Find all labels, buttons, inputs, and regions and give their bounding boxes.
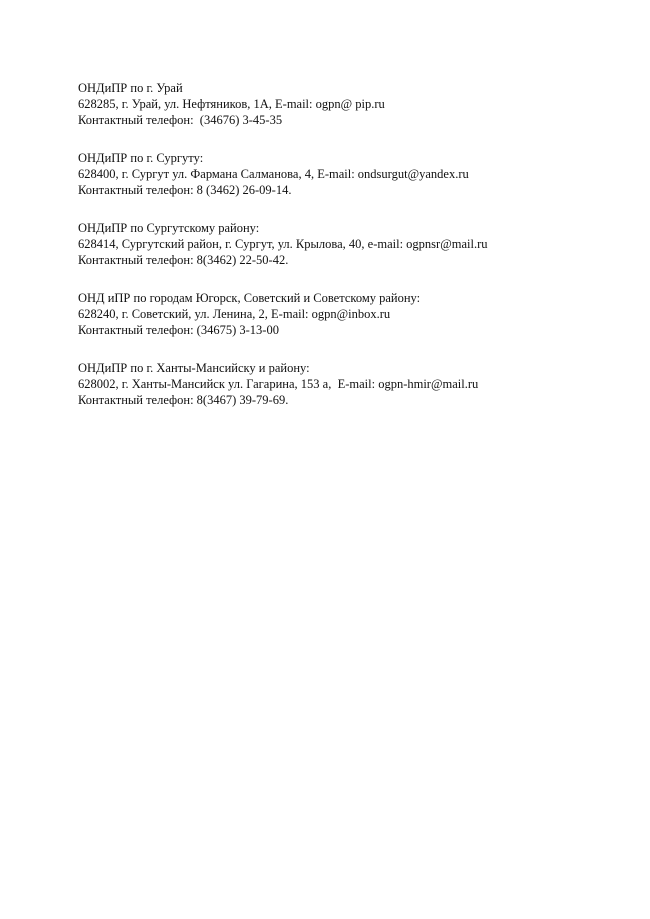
entry-title: ОНДиПР по г. Урай: [78, 81, 183, 95]
entry-title: ОНД иПР по городам Югорск, Советский и Советскому району:: [78, 291, 421, 305]
entry-phone: Контактный телефон: 8(3462) 22-50-42.: [78, 253, 289, 267]
document-content: [78, 80, 618, 430]
entry-phone: Контактный телефон: (34676) 3-45-35: [78, 113, 283, 127]
entry-address: 628240, г. Советский, ул. Ленина, 2, E-mail: ogpn@inbox.ru: [78, 307, 391, 321]
entry-address: 628002, г. Ханты-Мансийск ул. Гагарина, 153 а, E-mail: ogpn-hmir@mail.ru: [78, 377, 479, 391]
entry-address: 628285, г. Урай, ул. Нефтяников, 1А, E-mail: ogpn@ pip.ru: [78, 97, 385, 111]
entry-title: ОНДиПР по г. Сургуту:: [78, 151, 204, 165]
contact-entry-khanty-mansiysk: [78, 360, 618, 408]
contact-entry-surgut-district: [78, 220, 618, 268]
entry-address: 628400, г. Сургут ул. Фармана Салманова, 4, E-mail: ondsurgut@yandex.ru: [78, 167, 469, 181]
entry-phone: Контактный телефон: 8 (3462) 26-09-14.: [78, 183, 292, 197]
contact-entry-surgut: [78, 150, 618, 198]
entry-phone: Контактный телефон: (34675) 3-13-00: [78, 323, 279, 337]
entry-title: ОНДиПР по г. Ханты-Мансийску и району:: [78, 361, 310, 375]
entry-address: 628414, Сургутский район, г. Сургут, ул. Крылова, 40, e-mail: ogpnsr@mail.ru: [78, 237, 488, 251]
contact-entry-uray: [78, 80, 618, 128]
entry-phone: Контактный телефон: 8(3467) 39-79-69.: [78, 393, 289, 407]
contact-entry-yugorsk-sovetsky: [78, 290, 618, 338]
entry-title: ОНДиПР по Сургутскому району:: [78, 221, 260, 235]
